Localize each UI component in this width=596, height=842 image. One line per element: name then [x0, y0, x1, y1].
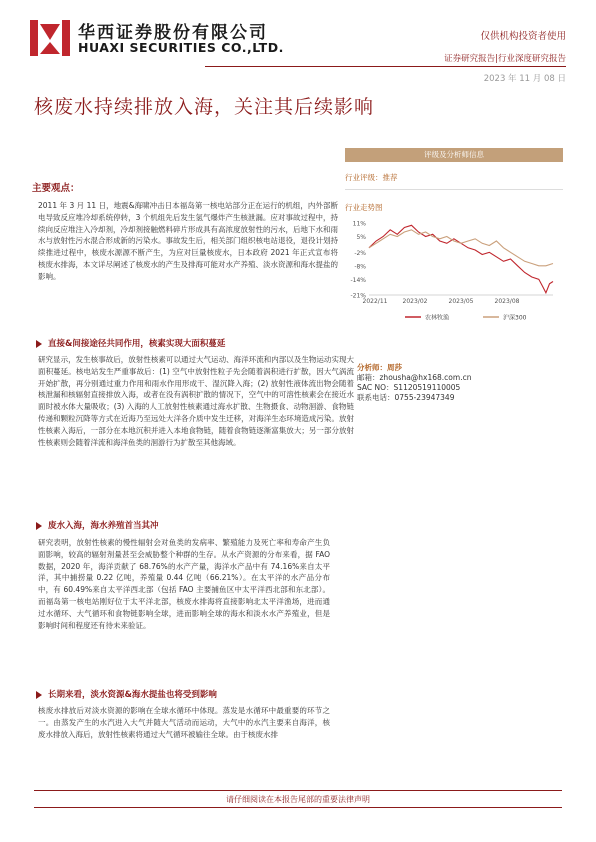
section-heading-aquaculture: 废水入海，海水养殖首当其冲 [36, 519, 159, 531]
main-points-heading: 主要观点： [32, 183, 80, 194]
triangle-bullet-icon [36, 522, 42, 530]
report-title: 核废水持续排放入海，关注其后续影响 [34, 96, 375, 118]
triangle-bullet-icon [36, 691, 42, 699]
analyst-email: 邮箱：zhousha@hx168.com.cn [357, 373, 472, 382]
chart-title: 行业走势图 [345, 203, 383, 212]
series-line [369, 230, 553, 266]
y-tick-label: -21% [350, 292, 366, 300]
industry-trend-chart [345, 217, 563, 327]
rating-divider [345, 189, 563, 190]
brand-name-cn: 华西证券股份有限公司 [78, 23, 268, 43]
report-type: 证券研究报告|行业深度研究报告 [444, 54, 566, 64]
analyst-sac: SAC NO：S1120519110005 [357, 383, 461, 392]
analyst-info [357, 363, 567, 403]
y-tick-label: 5% [356, 234, 366, 241]
legend-label: 沪深300 [503, 314, 527, 322]
paragraph-spread: 研究显示，发生核事故后，放射性核素可以通过大气运动、海洋环流和内部以及生物运动实现大面积蔓延。核电站发生严重事故后：(1) 空气中放射性粒子先会随着涡积进行扩散，因大气涡流开始扩散，再分别通过重力作用和雨水作用形成干、湿沉降入海；(2) 放射性液体流出物会随着核泄漏和核辐射直接排放入海，或者在没有涡积扩散的情况下，空气中的可溶性核素会在接近水面时被水体大量吸收；(3) 入海的人工放射性核素通过海水扩散、生物摄食、动物洄游、食物链传递和颗粒沉降等方式在近海乃至远处大洋各介质中发生迁移，对海洋生态环境造成污染。放射性核素入海后，一部分在本地沉积并进入本地食物链，随着食物链逐渐富集放大；另一部分放射性核素则会随着洋流和海洋鱼类的洄游行为扩散至其他海域。 [38, 355, 354, 447]
paragraph-aquaculture: 研究表明，放射性核素的慢性辐射会对鱼类的发病率、繁殖能力及死亡率和寿命产生负面影响，较高的辐射剂量甚至会威胁整个种群的生存。从水产资源的分布来看，据 FAO 数据，2020 年，海洋贡献了 68.76%的水产产量，海洋水产品中有 74.16%来自太平洋，其中捕捞量 0.22 亿吨，养殖量 0.44 亿吨（66.21%）。在太平洋的水产品分布中，有 60.49%来自太平洋西北部（包括 FAO 主要捕鱼区中太平洋西北部和东北部）。而福岛第一核电站刚好位于太平洋北部，核废水排海将直接影响北太平洋渔场，进而通过水循环、大气循环和食物链影响全球，进而影响全球的海水和淡水水产养殖业，但是影响时间和程度还有待未来验证。 [38, 538, 330, 630]
series-line [369, 225, 553, 292]
analyst-phone: 联系电话：0755-23947349 [357, 393, 455, 402]
x-tick-label: 2023/05 [448, 298, 474, 305]
analyst-name: 分析师：周莎 [357, 363, 402, 372]
sidebar [345, 148, 563, 331]
legal-notice-footer: 请仔细阅读在本报告尾部的重要法律声明 [226, 795, 370, 804]
paragraph-background: 2011 年 3 月 11 日，地震&海啸冲击日本福岛第一核电站部分正在运行的机组，内外部断电导致反应堆冷却系统停转，3 个机组先后发生氢气爆炸产生核泄漏。应对事故过程中，持续向反应堆注入冷却剂，冷却剂接触燃料碎片形成具有高浓度放射性的污水，后地下水和雨水与放射性污水混合形成新的污染水。事故发生后，相关部门组织核电站退役，退役计划持续推进过程中，核废水源源不断产生，为应对巨量核废水，日本政府 2021 年正式宣布将核废水排海，本文详尽阐述了核废水的产生及排海可能对水产养殖、淡水资源和海水提盐的影响。 [38, 201, 338, 281]
y-tick-label: -2% [354, 249, 366, 257]
x-tick-label: 2023/08 [494, 298, 520, 305]
triangle-bullet-icon [36, 340, 42, 348]
section-heading-spread: 直接&间接途径共同作用，核素实现大面积蔓延 [36, 337, 225, 349]
industry-rating: 行业评级：推荐 [345, 173, 398, 182]
legend-label: 农林牧渔 [425, 314, 450, 322]
x-tick-label: 2022/11 [362, 298, 388, 305]
report-date: 2023 年 11 月 08 日 [483, 74, 566, 84]
y-tick-label: -8% [354, 263, 366, 271]
y-tick-label: 11% [352, 220, 366, 228]
header-rule [205, 66, 566, 67]
huaxi-logo-icon [30, 18, 70, 58]
section-heading-freshwater: 长期来看，淡水资源&海水提盐也将受到影响 [36, 688, 217, 700]
audience-note: 仅供机构投资者使用 [480, 31, 566, 42]
brand-name-en: HUAXI SECURITIES CO.,LTD. [78, 40, 284, 55]
sidebar-header: 评级及分析师信息 [345, 148, 563, 162]
paragraph-freshwater: 核废水排放后对淡水资源的影响在全球水循环中体现。蒸发是水循环中最重要的环节之一。由蒸发产生的水汽进入大气并随大气活动而运动，大气中的水汽主要来自海洋，核废水排放入海后，放射性核素将通过大气循环被输往全球。由于核废水排 [38, 706, 330, 739]
y-tick-label: -14% [350, 276, 366, 284]
x-tick-label: 2023/02 [402, 298, 428, 305]
